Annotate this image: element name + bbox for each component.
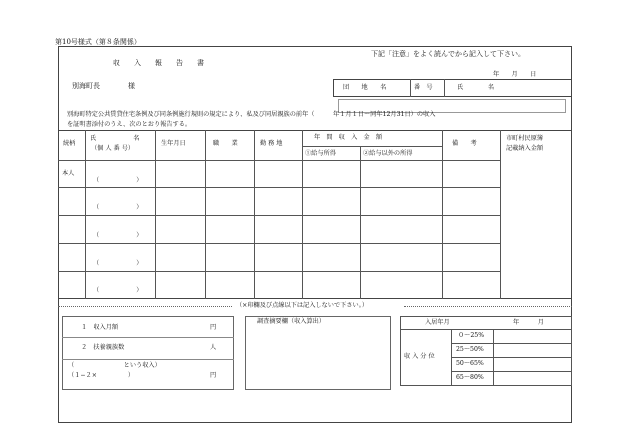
row-individual-number-2[interactable]: （ ）: [93, 204, 143, 211]
row-relation-self: 本人: [62, 170, 75, 177]
number-label: 番 号: [414, 84, 433, 91]
instruction-text: 下記「注意」をよく読んでから記入して下さい。: [371, 50, 525, 58]
col-income-other: ②給与以外の所得: [363, 150, 413, 157]
col-workplace: 勤 務 地: [260, 140, 283, 147]
col-tax-2: 記載納入金額: [506, 145, 544, 152]
row-individual-number-3[interactable]: （ ）: [93, 232, 143, 239]
income-bracket-table: [400, 316, 572, 386]
col-job: 職 業: [213, 140, 238, 147]
row-individual-number-5[interactable]: （ ）: [93, 287, 143, 294]
dependents-unit: 人: [210, 344, 217, 351]
col-individual-number: （個 人 番 号）: [91, 145, 135, 152]
col-birth: 生年月日: [161, 140, 186, 147]
col-relation: 続柄: [63, 140, 76, 147]
income-formula-line-2: （１−２× ）: [68, 372, 135, 379]
col-remarks: 備 考: [452, 140, 477, 147]
statement-line-2: を証明書添付のうえ、次のとおり報告する。: [67, 121, 192, 128]
survey-label: 調査摘要欄（収入算出）: [257, 318, 326, 325]
dependents-label: ２ 扶養親族数: [81, 344, 125, 351]
income-formula-line-1: （ という収入）: [68, 362, 161, 369]
form-number: 第10号様式（第８条関係）: [55, 38, 141, 46]
bracket-0-25: ０〜25%: [458, 332, 485, 339]
bracket-65-80: 65〜80%: [456, 374, 484, 381]
col-name: 氏 名: [90, 135, 140, 142]
name-label: 氏 名: [457, 84, 495, 91]
form-title: 収 入 報 告 書: [113, 59, 204, 67]
col-tax-1: 市町村民原簿: [506, 135, 544, 142]
addressee: 別海町長 様: [72, 82, 135, 90]
date-line: 年 月 日: [493, 71, 537, 78]
monthly-income-unit: 円: [210, 324, 217, 331]
survey-box: [245, 316, 391, 390]
move-in-label: 入居年月: [425, 319, 450, 326]
move-in-year-month: 年 月: [513, 319, 544, 326]
row-individual-number-4[interactable]: （ ）: [93, 260, 143, 267]
col-income: 年 間 収 入 金 額: [314, 134, 383, 141]
monthly-income-label: １ 収入月額: [81, 324, 119, 331]
danchi-label: 団 地 名: [343, 84, 387, 91]
row-individual-number-1[interactable]: （ ）: [93, 177, 143, 184]
cut-note: （×印欄及び点線以下は記入しないで下さい。）: [236, 302, 369, 309]
income-formula-unit: 円: [210, 372, 217, 379]
bracket-50-65: 50〜65%: [456, 360, 484, 367]
income-classification-label: 収 入 分 位: [404, 353, 435, 360]
col-income-salary: ①給与所得: [305, 150, 336, 157]
statement-line-1: 別海町特定公共賃貸住宅条例及び同条例施行規則の規定により、私及び同居親族の前年（ 年１月１日〜同年12月31日）の収入: [67, 111, 436, 118]
bracket-25-50: 25〜50%: [456, 346, 484, 353]
